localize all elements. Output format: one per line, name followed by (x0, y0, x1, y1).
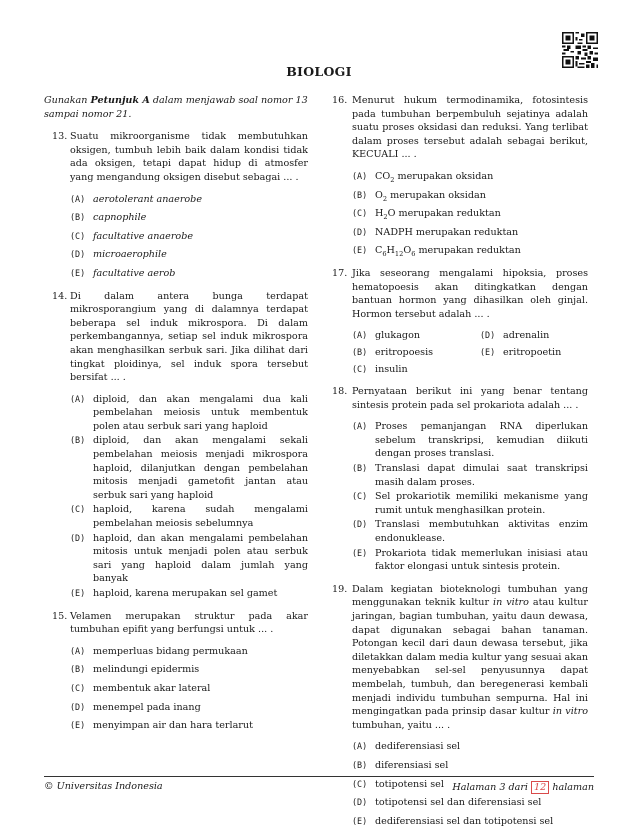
option-e[interactable] (70, 587, 308, 601)
question-16 (332, 94, 588, 258)
option-c[interactable] (352, 490, 588, 517)
stem-italic: in vitro (552, 706, 588, 718)
qr-code-icon (562, 32, 598, 68)
current-page-box[interactable]: 12 (531, 781, 549, 794)
page-title: BIOLOGI (286, 64, 352, 79)
footer-copyright: © Universitas Indonesia (44, 781, 163, 792)
option-label: (B) (70, 212, 86, 223)
option-text: diploid, dan akan mengalami sekali pembelahan meiosis menjadi mikrospora haploid, dilanjutkan dengan pembelahan mitosis menjadi gametofit jantan atau serbuk sari yang haploid (93, 435, 308, 501)
option-label: (C) (70, 230, 86, 241)
option-text: haploid, dan akan mengalami pembelahan mitosis untuk menjadi polen atau serbuk sari yang haploid dalam jumlah yang banyak (93, 532, 308, 585)
option-text: aerotolerant anaerobe (93, 193, 203, 205)
option-b[interactable] (70, 211, 308, 225)
option-text: totipotensi sel dan diferensiasi sel (375, 797, 542, 809)
option-list (352, 420, 588, 574)
question-number: 18. (332, 386, 348, 398)
question-number: 13. (52, 131, 68, 143)
subscript: 6 (411, 250, 416, 259)
option-label: (B) (352, 189, 368, 200)
option-text: merupakan reduktan (415, 245, 521, 257)
option-label: (B) (352, 463, 368, 474)
formula-text: C (375, 245, 383, 257)
stem-text: Dalam kegiatan bioteknologi tumbuhan yang menggunakan teknik kultur (352, 583, 588, 609)
option-list (70, 393, 308, 601)
option-label: (B) (352, 759, 368, 770)
option-d[interactable] (352, 226, 588, 240)
option-label: (D) (352, 519, 368, 530)
option-label: (C) (352, 208, 368, 219)
stem-text: atau kultur jaringan, bagian tumbuhan, yaitu daun dewasa, dapat digunakan sebagai bahan tanaman. Potongan kecil dari daun dewasa tersebut, jika diletakkan dalam media kultur yang sesuai akan menyebabkan sel-sel penyusunnya dapat membelah, tumbuh, dan beregenerasi kembali menjadi individu tumbuhan sempurna. Hal ini mengingatkan pada prinsip dasar kultur (352, 597, 588, 718)
option-text: microaerophile (93, 249, 167, 261)
question-17 (332, 267, 588, 376)
stem-text: tumbuhan, yaitu ... . (352, 719, 451, 731)
option-text: Proses pemanjangan RNA diperlukan sebelum transkripsi, kemudian diikuti dengan proses translasi. (375, 421, 588, 460)
option-text: adrenalin (503, 330, 550, 342)
option-b[interactable] (352, 759, 588, 773)
option-text: eritropoetin (503, 346, 562, 358)
option-e[interactable] (70, 719, 308, 733)
option-label: (A) (352, 170, 368, 181)
option-e[interactable] (352, 547, 588, 574)
option-text: capnophile (93, 212, 147, 224)
option-label: (D) (70, 701, 86, 712)
question-number: 14. (52, 290, 68, 302)
option-text: totipotensi sel (375, 778, 444, 790)
question-stem (352, 583, 588, 733)
option-d[interactable] (70, 248, 308, 262)
question-stem: Jika seseorang mengalami hipoksia, proses hematopoesis akan ditingkatkan dengan bantuan hormon yang dihasilkan oleh ginjal. Hormon tersebut adalah ... . (352, 267, 588, 320)
option-text: merupakan oksidan (394, 170, 494, 182)
option-text: Translasi dapat dimulai saat transkripsi masih dalam proses. (375, 463, 588, 488)
question-14 (44, 290, 308, 601)
option-label: (A) (352, 741, 368, 752)
question-13 (44, 130, 308, 280)
page-info-text: Halaman 3 dari (452, 782, 532, 793)
option-d[interactable] (70, 532, 308, 586)
option-text: memperluas bidang permukaan (93, 645, 248, 657)
question-number: 16. (332, 95, 348, 106)
option-b[interactable] (352, 462, 588, 489)
option-label: (A) (70, 193, 86, 204)
option-b[interactable] (352, 189, 588, 203)
option-text: haploid, karena sudah mengalami pembelahan meiosis sebelumnya (93, 504, 308, 530)
option-label: (D) (70, 249, 86, 260)
option-label: (E) (70, 720, 86, 731)
formula-text: CO (375, 170, 391, 182)
option-b[interactable] (352, 346, 480, 360)
formula-text: H (386, 245, 395, 257)
option-text: dediferensiasi sel dan totipotensi sel (375, 815, 554, 827)
option-label: (C) (70, 504, 86, 515)
option-label: (B) (70, 435, 86, 446)
right-column (332, 94, 588, 837)
option-label: (E) (352, 815, 368, 826)
option-label: (D) (352, 797, 368, 808)
option-e[interactable] (480, 346, 608, 360)
option-text: NADPH merupakan reduktan (375, 226, 519, 238)
option-text: menempel pada inang (93, 701, 201, 713)
subscript: 2 (383, 213, 388, 222)
question-stem: Suatu mikroorganisme tidak membutuhkan oksigen, tumbuh lebih baik dalam kondisi tidak ada oksigen, tetapi dapat hidup di atmosfer yang mengandung oksigen disebut sebagai ... . (70, 131, 308, 183)
option-a[interactable] (352, 740, 588, 754)
option-d[interactable] (70, 701, 308, 715)
option-c[interactable] (70, 682, 308, 696)
option-label: (E) (352, 245, 368, 256)
option-label: (C) (352, 363, 368, 374)
option-label: (E) (480, 346, 496, 357)
subscript: 12 (394, 250, 404, 259)
option-label: (C) (70, 682, 86, 693)
option-e[interactable] (352, 815, 588, 829)
subscript: 2 (390, 175, 395, 184)
option-text: menyimpan air dan hara terlarut (93, 720, 253, 732)
option-a[interactable] (70, 393, 308, 434)
option-d[interactable] (480, 329, 608, 343)
option-label: (A) (352, 421, 368, 432)
option-text: Prokariota tidak memerlukan inisiasi atau faktor elongasi untuk sintesis protein. (375, 547, 588, 573)
option-text: facultative aerob (93, 267, 176, 279)
option-c[interactable] (70, 230, 308, 244)
subscript: 6 (382, 250, 387, 259)
option-label: (A) (70, 645, 86, 656)
option-d[interactable] (352, 518, 588, 545)
option-c[interactable] (352, 363, 480, 377)
option-label: (D) (352, 226, 368, 237)
question-number: 15. (52, 610, 68, 622)
question-stem: Menurut hukum termodinamika, fotosintesis pada tumbuhan berpembuluh sejatinya adalah suatu proses oksidasi dan reduksi. Yang terlibat dalam proses tersebut adalah sebagai berikut, KECUALI ... . (352, 95, 588, 161)
option-label: (C) (352, 491, 368, 502)
option-a[interactable] (352, 170, 588, 184)
option-label: (E) (70, 267, 86, 278)
option-a[interactable] (70, 645, 308, 659)
option-label: (D) (480, 330, 496, 341)
option-e[interactable] (352, 244, 588, 258)
option-label: (A) (70, 393, 86, 404)
option-text: O merupakan reduktan (387, 208, 501, 220)
option-b[interactable] (70, 434, 308, 502)
option-label: (E) (70, 588, 86, 598)
option-c[interactable] (352, 207, 588, 221)
formula-text: O (375, 189, 383, 201)
question-number: 17. (332, 267, 348, 279)
question-15 (44, 610, 308, 733)
option-text: glukagon (375, 330, 421, 342)
option-text: dediferensiasi sel (375, 741, 461, 753)
option-list (70, 193, 308, 281)
option-a[interactable] (70, 193, 308, 207)
option-c[interactable] (70, 503, 308, 530)
page-info-text-end: halaman (549, 782, 594, 793)
option-label: (A) (352, 330, 368, 341)
option-text: Sel prokariotik memiliki mekanisme yang rumit untuk menghasilkan protein. (375, 491, 588, 516)
formula-text: O (403, 245, 412, 257)
option-text: membentuk akar lateral (93, 682, 211, 694)
option-label: (C) (352, 778, 368, 789)
footer-page-info (452, 781, 594, 794)
option-text: haploid, karena merupakan sel gamet (93, 588, 278, 599)
option-text: insulin (375, 363, 408, 375)
footer-divider (44, 776, 594, 777)
option-text: merupakan oksidan (387, 189, 486, 201)
option-text: melindungi epidermis (93, 664, 200, 676)
option-label: (B) (352, 346, 368, 357)
option-b[interactable] (70, 663, 308, 677)
option-d[interactable] (352, 796, 588, 810)
option-text: Translasi membutuhkan aktivitas enzim endonuklease. (375, 519, 588, 545)
subscript: 2 (382, 194, 388, 203)
option-text: facultative anaerobe (93, 230, 194, 242)
option-e[interactable] (70, 267, 308, 281)
option-a[interactable] (352, 329, 480, 343)
question-stem: Pernyataan berikut ini yang benar tentang sintesis protein pada sel prokariota adalah ... . (352, 386, 588, 411)
question-18 (332, 385, 588, 574)
stem-italic: in vitro (493, 597, 529, 609)
option-label: (D) (70, 532, 86, 543)
option-text: diferensiasi sel (375, 759, 449, 771)
option-text: diploid, dan akan mengalami dua kali pembelahan meiosis untuk membentuk polen atau serbuk sari yang haploid (93, 393, 308, 432)
question-stem: Di dalam antera bunga terdapat mikrosporangium yang di dalamnya terdapat beberapa sel induk mikrospora. Di dalam perkembangannya, setiap sel induk mikrospora akan menghasilkan serbuk sari. Jika dilihat dari tingkat ploidinya, sel induk spora tersebut bersifat ... . (70, 290, 308, 384)
option-list (352, 170, 588, 258)
instruction-text-end: dalam menjawab soal nomor 13 sampai nomor 21. (44, 95, 308, 120)
instructions (44, 94, 308, 121)
option-list (70, 645, 308, 733)
left-column (44, 94, 308, 742)
option-text: eritropoesis (375, 346, 434, 358)
question-stem: Velamen merupakan struktur pada akar tumbuhan epifit yang berfungsi untuk ... . (70, 610, 308, 636)
option-label: (B) (70, 664, 86, 675)
instruction-text: Gunakan (44, 95, 91, 106)
option-label: (E) (352, 547, 368, 558)
instruction-bold: Petunjuk A (90, 95, 150, 106)
option-a[interactable] (352, 420, 588, 461)
formula-text: H (375, 208, 384, 220)
question-number: 19. (332, 583, 348, 595)
option-list (352, 329, 588, 376)
